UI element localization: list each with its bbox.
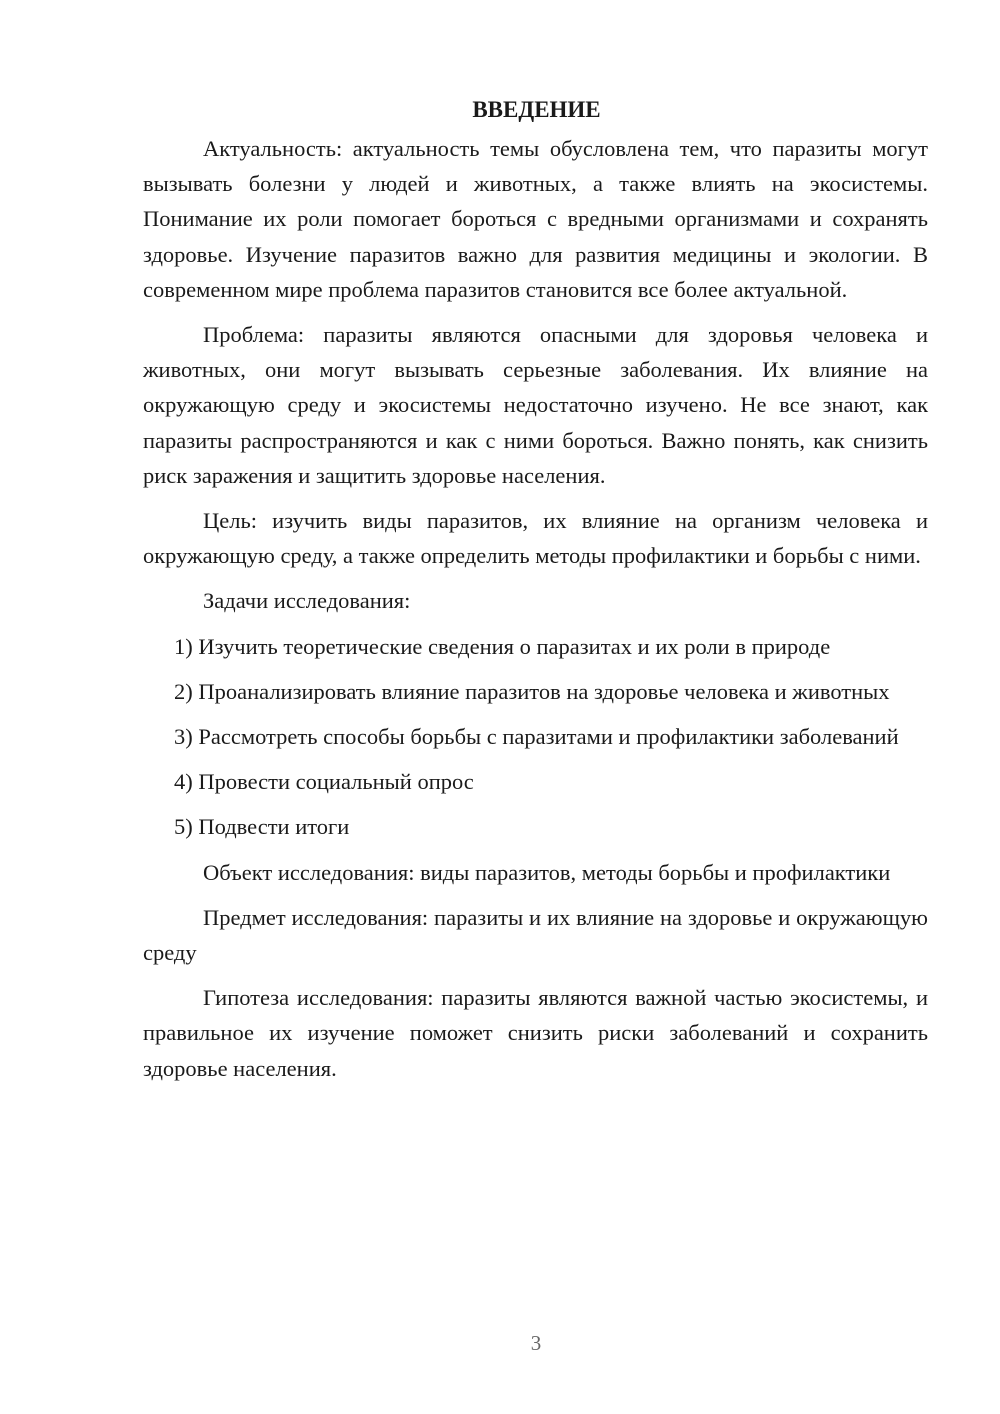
problem-paragraph: Проблема: паразиты являются опасными для здоровья человека и животных, они могут вызывать серьезные заболевания. Их влияние на окружающую среду и экосистемы недостаточно изучено. Не все знают, как паразиты распространяются и как с ними бороться. Важно понять, как снизить риск заражения и защитить здоровье населения. [143, 322, 928, 488]
task-item: 5) Подвести итоги [174, 814, 350, 840]
object-paragraph: Объект исследования: виды паразитов, методы борьбы и профилактики [203, 859, 891, 885]
task-item: 3) Рассмотреть способы борьбы с паразитами и профилактики заболеваний [174, 724, 899, 750]
relevance-paragraph: Актуальность: актуальность темы обусловлена тем, что паразиты могут вызывать болезни у людей и животных, а также влиять на экосистемы. Понимание их роли помогает бороться с вредными организмами и сохранять здоровье. Изучение паразитов важно для развития медицины и экологии. В современном мире проблема паразитов становится все более актуальной. [143, 136, 928, 302]
task-item: 1) Изучить теоретические сведения о паразитах и их роли в природе [174, 633, 831, 659]
subject-paragraph: Предмет исследования: паразиты и их влияние на здоровье и окружающую среду [143, 904, 928, 966]
page-number: 3 [530, 1331, 542, 1355]
document-page [143, 92, 928, 1096]
hypothesis-paragraph: Гипотеза исследования: паразиты являются важной частью экосистемы, и правильное их изучение поможет снизить риски заболеваний и сохранить здоровье населения. [143, 985, 928, 1081]
tasks-heading: Задачи исследования: [203, 588, 411, 614]
task-item: 2) Проанализировать влияние паразитов на здоровье человека и животных [174, 678, 890, 704]
goal-paragraph: Цель: изучить виды паразитов, их влияние на организм человека и окружающую среду, а также определить методы профилактики и борьбы с ними. [143, 508, 928, 569]
section-heading: ВВЕДЕНИЕ [472, 97, 601, 122]
task-item: 4) Провести социальный опрос [174, 769, 474, 795]
